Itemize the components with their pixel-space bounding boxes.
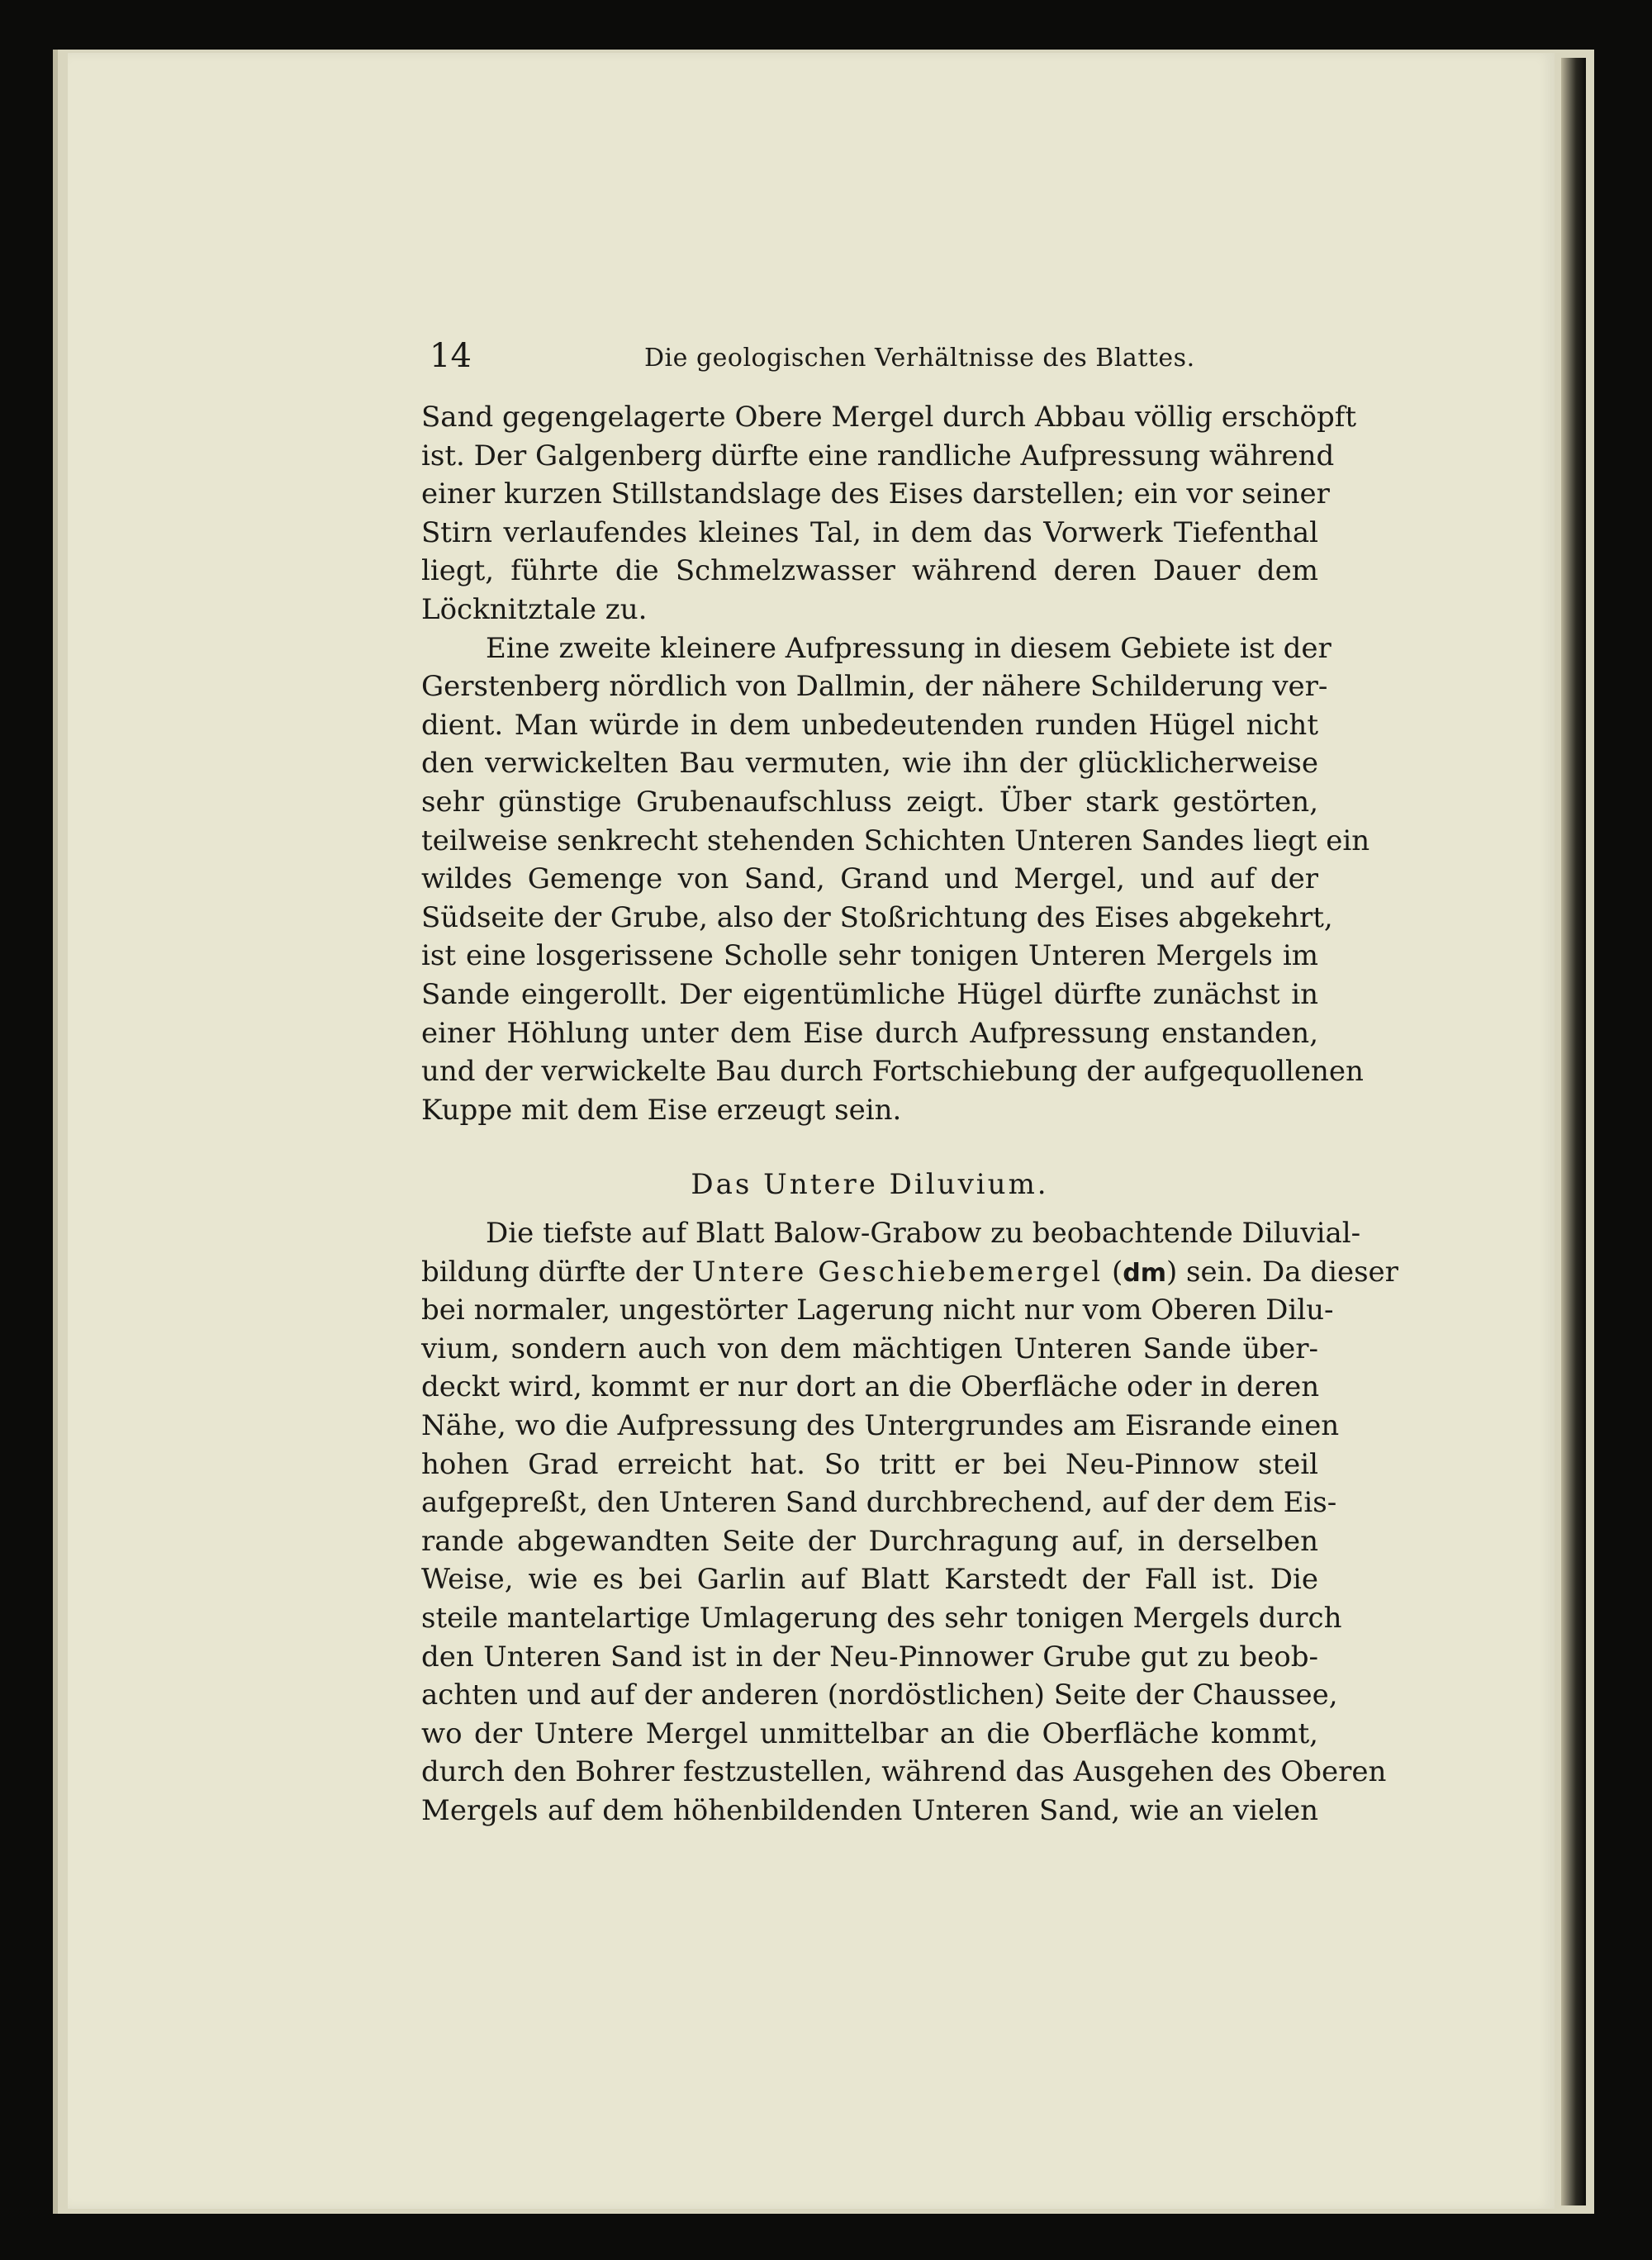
- text-line: einer kurzen Stillstandslage des Eises darstellen; ein vor seiner: [421, 477, 1330, 511]
- text-line: wo der Untere Mergel unmittelbar an die Oberfläche kommt,: [421, 1716, 1318, 1750]
- text-line: [421, 1253, 1398, 1292]
- text-line: achten und auf der anderen (nordöstlichen) Seite der Chaussee,: [421, 1678, 1338, 1712]
- text-line: Nähe, wo die Aufpressung des Untergrundes am Eisrande einen: [421, 1408, 1340, 1442]
- text-line: Sand gegengelagerte Obere Mergel durch Abbau völlig erschöpft: [421, 401, 1356, 434]
- inline-text: ) sein. Da dieser: [1165, 1255, 1398, 1289]
- map-symbol: dm: [1123, 1258, 1166, 1288]
- text-line: Mergels auf dem höhenbildenden Unteren Sand, wie an vielen: [421, 1793, 1318, 1827]
- text-line: Kuppe mit dem Eise erzeugt sein.: [421, 1093, 902, 1127]
- text-line: bei normaler, ungestörter Lagerung nicht nur vom Oberen Dilu-: [421, 1294, 1334, 1327]
- text-line: dient. Man würde in dem unbedeutenden runden Hügel nicht: [421, 708, 1318, 742]
- text-line: Eine zweite kleinere Aufpressung in diesem Gebiete ist der: [486, 631, 1332, 665]
- text-line: Südseite der Grube, also der Stoßrichtung des Eises abgekehrt,: [421, 900, 1333, 934]
- text-line: und der verwickelte Bau durch Fortschiebung der aufgequollenen: [421, 1055, 1364, 1089]
- text-line: Die tiefste auf Blatt Balow-Grabow zu beobachtende Diluvial-: [486, 1217, 1361, 1250]
- text-line: durch den Bohrer festzustellen, während das Ausgehen des Oberen: [421, 1755, 1387, 1789]
- text-block-upper: [421, 398, 1370, 1129]
- text-line: aufgepreßt, den Unteren Sand durchbrechend, auf der dem Eis-: [421, 1486, 1337, 1520]
- text-line: Weise, wie es bei Garlin auf Blatt Karstedt der Fall ist. Die: [421, 1563, 1318, 1597]
- text-line: ist. Der Galgenberg dürfte eine randliche Aufpressung während: [421, 439, 1335, 472]
- text-line: Stirn verlaufendes kleines Tal, in dem das Vorwerk Tiefenthal: [421, 515, 1318, 549]
- section-heading: Das Untere Diluvium.: [691, 1168, 1049, 1201]
- text-line: sehr günstige Grubenaufschluss zeigt. Über stark gestörten,: [421, 785, 1318, 819]
- inline-text: (: [1103, 1255, 1123, 1289]
- text-line: Löcknitztale zu.: [421, 592, 648, 626]
- text-line: steile mantelartige Umlagerung des sehr tonigen Mergels durch: [421, 1601, 1342, 1635]
- text-line: ist eine losgerissene Scholle sehr tonigen Unteren Mergels im: [421, 939, 1318, 973]
- text-line: hohen Grad erreicht hat. So tritt er bei Neu-Pinnow steil: [421, 1447, 1318, 1481]
- running-header: [430, 337, 1330, 378]
- text-line: den verwickelten Bau vermuten, wie ihn der glücklicherweise: [421, 747, 1318, 781]
- page-gutter-shadow: [1561, 58, 1586, 2205]
- text-line: wildes Gemenge von Sand, Grand und Mergel, und auf der: [421, 862, 1318, 896]
- text-block-lower: [421, 1214, 1398, 1830]
- text-line: Sande eingerollt. Der eigentümliche Hügel dürfte zunächst in: [421, 977, 1318, 1011]
- text-line: rande abgewandten Seite der Durchragung auf, in derselben: [421, 1524, 1318, 1558]
- text-line: Gerstenberg nördlich von Dallmin, der nähere Schilderung ver-: [421, 670, 1328, 704]
- text-line: deckt wird, kommt er nur dort an die Oberfläche oder in deren: [421, 1370, 1320, 1404]
- spaced-term: Untere Geschiebemergel: [691, 1255, 1104, 1289]
- text-line: liegt, führte die Schmelzwasser während deren Dauer dem: [421, 554, 1318, 588]
- text-line: einer Höhlung unter dem Eise durch Aufpressung enstanden,: [421, 1016, 1318, 1050]
- running-title: Die geologischen Verhältnisse des Blattes.: [644, 344, 1195, 373]
- inline-text: bildung dürfte der: [421, 1255, 692, 1289]
- text-line: vium, sondern auch von dem mächtigen Unteren Sande über-: [421, 1332, 1318, 1365]
- page-number: 14: [430, 337, 472, 375]
- text-line: teilweise senkrecht stehenden Schichten Unteren Sandes liegt ein: [421, 824, 1370, 857]
- text-line: den Unteren Sand ist in der Neu-Pinnower Grube gut zu beob-: [421, 1640, 1318, 1674]
